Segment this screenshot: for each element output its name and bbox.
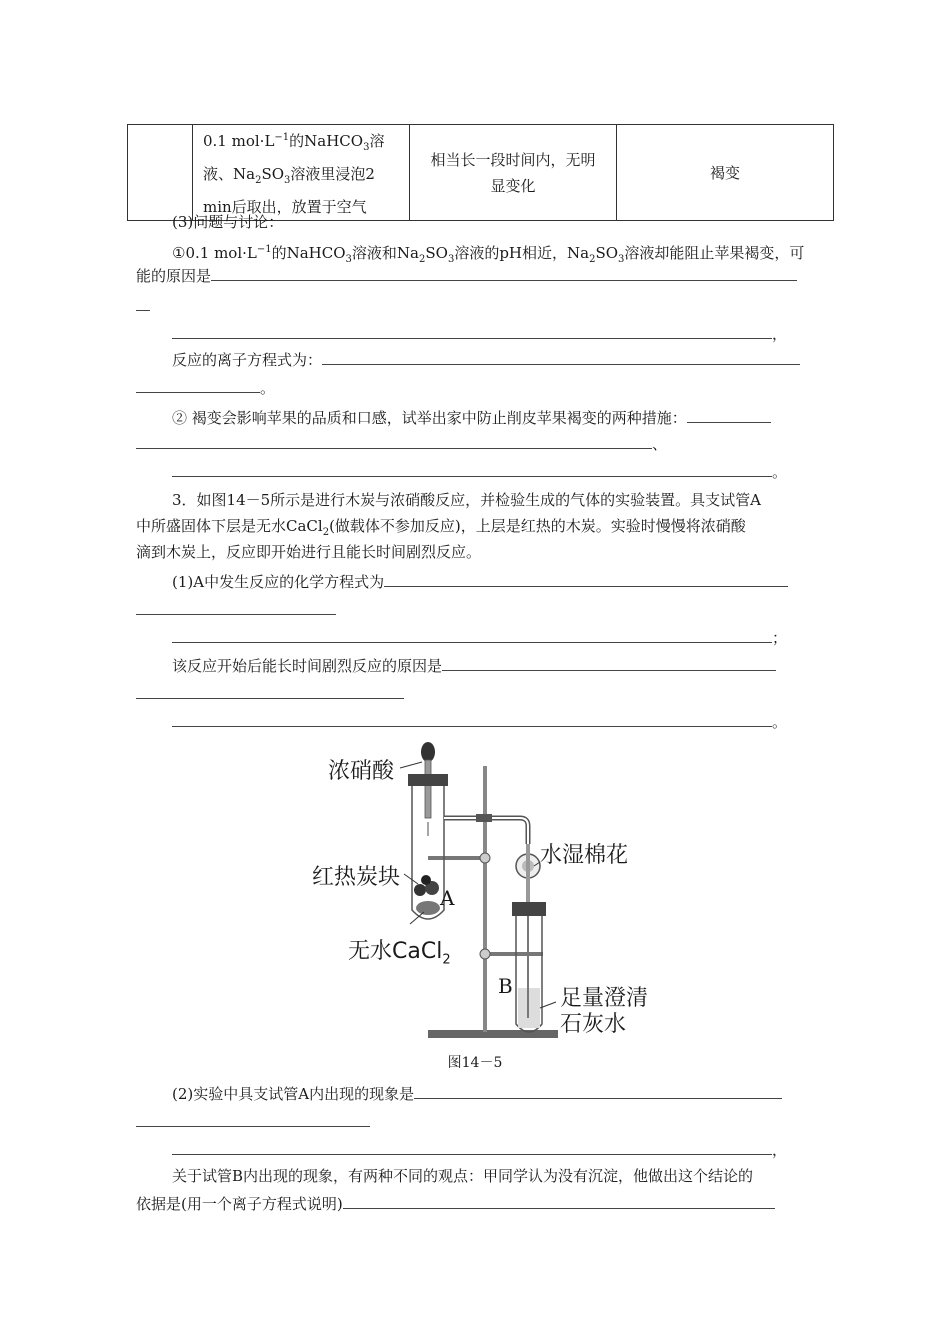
dropper-tube bbox=[425, 760, 431, 818]
answer-blank-row bbox=[136, 296, 150, 316]
stand-base bbox=[428, 1030, 558, 1038]
section-heading: (3)问题与讨论： bbox=[172, 213, 284, 231]
table-cell-phenomenon-1 bbox=[410, 125, 617, 221]
answer-blank[interactable] bbox=[136, 434, 652, 449]
leader-line bbox=[404, 874, 418, 884]
stand-rod bbox=[483, 766, 487, 1032]
answer-blank[interactable] bbox=[136, 1112, 370, 1127]
delivery-tube bbox=[526, 844, 530, 904]
table-cell-condition: 0.1 $mol\cdot L^{-1}$的NaHCO$_3$溶 液、$Na_2SO_3$溶液里浸泡2 min后取出，放置于空气 bbox=[193, 125, 410, 221]
problem3-intro-line1: 3．如图14－5所示是进行木炭与浓硝酸反应，并检验生成的气体的实验装置。具支试管A bbox=[172, 491, 762, 509]
q2-line bbox=[172, 408, 771, 428]
answer-blank[interactable] bbox=[172, 1140, 772, 1155]
label-A: A bbox=[440, 886, 455, 910]
answer-blank-row bbox=[172, 462, 787, 482]
dun-mark: 、 bbox=[652, 435, 668, 453]
reason-text: 该反应开始后能长时间剧烈反应的原因是 bbox=[172, 657, 443, 675]
comma: ， bbox=[772, 325, 788, 343]
experiment-table bbox=[127, 124, 834, 221]
q1-line2 bbox=[136, 266, 797, 286]
cacl2-layer bbox=[416, 901, 440, 915]
answer-blank[interactable] bbox=[172, 324, 772, 339]
phenomenon-line-2: 显变化 bbox=[490, 176, 536, 195]
answer-blank[interactable] bbox=[136, 378, 260, 393]
answer-blank[interactable] bbox=[414, 1084, 782, 1099]
charcoal-piece bbox=[414, 884, 426, 896]
answer-blank[interactable] bbox=[442, 656, 776, 671]
answer-blank-row bbox=[136, 1112, 370, 1132]
comma: ， bbox=[772, 1141, 788, 1159]
problem3-q2-line bbox=[172, 1084, 782, 1104]
problem3-intro-line2: 中所盛固体下层是无水CaCl$_2$(做载体不参加反应)，上层是红热的木炭。实验时慢慢将浓硝酸 bbox=[136, 517, 746, 538]
label-carbon: 红热炭块 bbox=[312, 865, 401, 890]
problem3-q2-text: (2)实验中具支试管A内出现的现象是 bbox=[172, 1085, 415, 1103]
period: 。 bbox=[260, 379, 276, 397]
leader-line bbox=[400, 762, 422, 768]
answer-blank-row bbox=[136, 434, 667, 454]
phenomenon-line-1: 相当长一段时间内，无明 bbox=[430, 150, 596, 169]
reason-line bbox=[172, 656, 776, 676]
answer-blank-row bbox=[172, 1140, 787, 1160]
label-cacl2-sub: 2 bbox=[442, 952, 451, 968]
stopper-A bbox=[408, 774, 448, 786]
answer-blank-row bbox=[136, 378, 275, 398]
q2b-line1: 关于试管B内出现的现象，有两种不同的观点：甲同学认为没有沉淀，他做出这个结论的 bbox=[172, 1167, 754, 1185]
clamp-knob-upper bbox=[480, 853, 490, 863]
answer-blank-row bbox=[172, 324, 787, 344]
problem3-q1-text: (1)A中发生反应的化学方程式为 bbox=[172, 573, 385, 591]
q2b-line2-text: 依据是(用一个离子方程式说明) bbox=[136, 1195, 343, 1213]
period: 。 bbox=[772, 713, 788, 731]
ion-equation-line bbox=[172, 350, 800, 370]
label-limewater-line2: 石灰水 bbox=[560, 1012, 627, 1037]
answer-blank[interactable] bbox=[172, 462, 772, 477]
table-cell-phenomenon-2: 褐变 bbox=[617, 125, 834, 221]
answer-blank-row bbox=[136, 600, 336, 620]
label-B: B bbox=[498, 974, 513, 998]
label-acid: 浓硝酸 bbox=[328, 759, 395, 784]
problem3-q1-line bbox=[172, 572, 788, 592]
answer-blank[interactable] bbox=[687, 408, 771, 423]
answer-blank-row bbox=[136, 684, 404, 704]
table-cell-empty bbox=[128, 125, 193, 221]
answer-blank[interactable] bbox=[172, 628, 772, 643]
q2-text: ② 褐变会影响苹果的品质和口感，试举出家中防止削皮苹果褐变的两种措施： bbox=[172, 409, 687, 427]
clamp-arm-lower bbox=[485, 952, 543, 956]
answer-blank[interactable] bbox=[343, 1194, 775, 1209]
label-cacl2-text: 无水CaCl bbox=[348, 939, 443, 964]
charcoal-piece bbox=[421, 875, 431, 885]
answer-blank[interactable] bbox=[211, 266, 797, 281]
clamp-knob-lower bbox=[480, 949, 490, 959]
answer-blank[interactable] bbox=[136, 296, 150, 311]
label-cotton: 水湿棉花 bbox=[540, 843, 629, 868]
q2b-line2 bbox=[136, 1194, 775, 1214]
period: 。 bbox=[772, 463, 788, 481]
q1-line2-text: 能的原因是 bbox=[136, 267, 212, 285]
label-limewater bbox=[560, 986, 648, 1038]
answer-blank[interactable] bbox=[172, 712, 772, 727]
figure-caption: 图14－5 bbox=[447, 1055, 503, 1071]
ion-equation-text: 反应的离子方程式为： bbox=[172, 351, 323, 369]
answer-blank-row bbox=[172, 712, 787, 732]
problem3-intro-line3: 滴到木炭上，反应即开始进行且能长时间剧烈反应。 bbox=[136, 543, 482, 561]
answer-blank[interactable] bbox=[136, 684, 404, 699]
semicolon: ； bbox=[772, 629, 788, 647]
table-row bbox=[128, 125, 834, 221]
answer-blank[interactable] bbox=[384, 572, 788, 587]
tube-clip bbox=[476, 814, 492, 822]
q1-line1: ①0.1 $mol\cdot L^{-1}$的NaHCO$_3$溶液和$Na_2SO_3$溶液的pH相近，$Na_2SO_3$溶液却能阻止苹果褐变，可 bbox=[172, 244, 805, 265]
answer-blank[interactable] bbox=[322, 350, 800, 365]
answer-blank[interactable] bbox=[136, 600, 336, 615]
label-limewater-line1: 足量澄清 bbox=[560, 986, 649, 1011]
stopper-B bbox=[512, 902, 546, 916]
label-cacl2 bbox=[348, 934, 451, 967]
dropper-bulb bbox=[421, 742, 435, 762]
answer-blank-row bbox=[172, 628, 787, 648]
